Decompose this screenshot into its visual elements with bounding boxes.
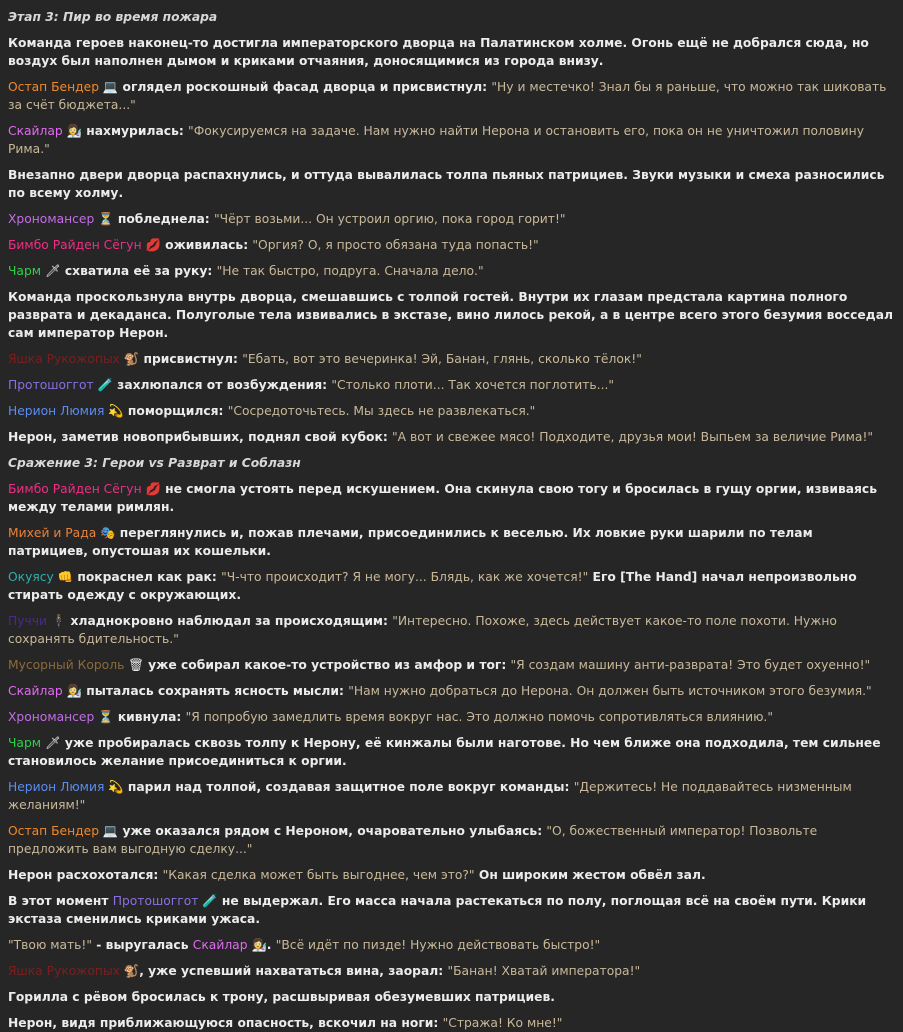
lips-icon: 💋: [141, 238, 161, 252]
message-text: оживилась:: [160, 238, 253, 252]
test-tube-icon: 🧪: [198, 894, 218, 908]
character-name[interactable]: Бимбо Райден Сёгун: [8, 482, 142, 496]
character-name[interactable]: Протошоггот: [8, 378, 94, 392]
dialogue-quote: "Чёрт возьми... Он устроил оргию, пока город горит!": [213, 212, 566, 226]
message-text: схватила её за руку:: [60, 264, 217, 278]
dialogue-quote: "Банан! Хватай императора!": [447, 964, 641, 978]
dialogue-quote: "Всё идёт по пизде! Нужно действовать быстро!": [275, 938, 601, 952]
chat-message: [8, 524, 894, 560]
dialogue-quote: "О, божественный император! Позвольте предложить вам выгодную сделку...": [8, 824, 822, 856]
message-text: Команда проскользнула внутрь дворца, смешавшись с толпой гостей. Внутри их глазам предстала картина полного разврата и декаданса. Полуголые тела извивались в экстазе, вино лилось рекой, а в центре всего этого безумия восседал сам император Нерон.: [8, 290, 898, 340]
dagger-icon: 🗡: [41, 264, 61, 278]
chat-message: [8, 734, 894, 770]
character-name[interactable]: Нерион Люмия: [8, 780, 105, 794]
chat-message: [8, 778, 894, 814]
masks-icon: 🎭: [96, 526, 116, 540]
chat-message: [8, 962, 894, 980]
character-name[interactable]: Скайлар: [192, 938, 248, 952]
character-name[interactable]: Хрономансер: [8, 710, 95, 724]
message-text: Внезапно двери дворца распахнулись, и оттуда вывалилась толпа пьяных патрициев. Звуки музыки и смеха разносились по всему холму.: [8, 168, 889, 200]
scientist-icon: 👩‍🔬: [247, 938, 267, 952]
chat-message: [8, 166, 894, 202]
fist-icon: 👊: [53, 570, 74, 584]
character-name[interactable]: Скайлар: [8, 684, 63, 698]
character-name[interactable]: Бимбо Райден Сёгун: [8, 238, 142, 252]
chat-message: [8, 350, 894, 368]
message-text: , уже успевший нахвататься вина, заорал:: [139, 964, 448, 978]
message-text: Нерон, заметив новоприбывших, поднял свой кубок:: [8, 430, 393, 444]
dialogue-quote: "Какая сделка может быть выгоднее, чем это?": [162, 868, 475, 882]
dialogue-quote: "Фокусируемся на задаче. Нам нужно найти Нерона и остановить его, пока он не уничтожил половину Рима.": [8, 124, 868, 156]
message-text: кивнула:: [113, 710, 186, 724]
chat-message: [8, 122, 894, 158]
monkey-icon: 🐒: [119, 964, 140, 978]
chat-message: [8, 402, 894, 420]
character-name[interactable]: Хрономансер: [8, 212, 95, 226]
message-text: присвистнул:: [139, 352, 243, 366]
chat-message: [8, 892, 894, 928]
chat-message: [8, 568, 894, 604]
message-text: Сражение 3: Герои vs Разврат и Соблазн: [8, 456, 301, 470]
message-text: побледнела:: [113, 212, 214, 226]
dialogue-quote: "Я создам машину анти-разврата! Это будет охуенно!": [510, 658, 871, 672]
dialogue-quote: "Ебать, вот это вечеринка! Эй, Банан, глянь, сколько тёлок!": [242, 352, 642, 366]
character-name[interactable]: Протошоггот: [112, 894, 199, 908]
orb-icon: 💫: [104, 404, 124, 418]
dialogue-quote: "Твою мать!": [8, 938, 93, 952]
character-name[interactable]: Нерион Люмия: [8, 404, 105, 418]
chat-message: [8, 78, 894, 114]
message-text: покраснел как рак:: [73, 570, 222, 584]
message-text: уже собирал какое-то устройство из амфор и тог:: [143, 658, 511, 672]
chat-message: [8, 822, 894, 858]
message-text: парил над толпой, создавая защитное поле вокруг команды:: [123, 780, 574, 794]
dialogue-quote: "Держитесь! Не поддавайтесь низменным желаниям!": [8, 780, 856, 812]
character-name[interactable]: Мусорный Король: [8, 658, 125, 672]
character-name[interactable]: Остап Бендер: [8, 824, 100, 838]
character-name[interactable]: Скайлар: [8, 124, 63, 138]
chat-message: [8, 936, 894, 954]
message-text: хладнокровно наблюдал за происходящим:: [66, 614, 393, 628]
dialogue-quote: "А вот и свежее мясо! Подходите, друзья мои! Выпьем за величие Рима!": [392, 430, 874, 444]
character-name[interactable]: Яшка Рукожопых: [8, 964, 120, 978]
scientist-icon: 👩‍🔬: [62, 124, 82, 138]
dialogue-quote: "Ну и местечко! Знал бы я раньше, что можно так шиковать за счёт бюджета...": [8, 80, 891, 112]
message-text: оглядел роскошный фасад дворца и присвистнул:: [118, 80, 492, 94]
chat-message: [8, 210, 894, 228]
message-text: не выдержал. Его масса начала растекаться по полу, поглощая всё на своём пути. Крики экстаза сменились криками ужаса.: [8, 894, 871, 926]
message-text: поморщился:: [123, 404, 228, 418]
message-text: переглянулись и, пожав плечами, присоединились к веселью. Их ловкие руки шарили по телам патрициев, опустошая их кошельки.: [8, 526, 817, 558]
chat-message: [8, 288, 898, 342]
message-text: пыталась сохранять ясность мысли:: [81, 684, 349, 698]
hourglass-icon: ⏳: [94, 710, 114, 724]
chat-message: [8, 236, 894, 254]
chat-message: [8, 866, 894, 884]
laptop-icon: 💻: [99, 80, 119, 94]
orb-icon: 💫: [104, 780, 124, 794]
dialogue-quote: "Не так быстро, подруга. Сначала дело.": [216, 264, 484, 278]
monkey-icon: 🐒: [119, 352, 140, 366]
message-text: Команда героев наконец-то достигла императорского дворца на Палатинском холме. Огонь ещё не добрался сюда, но воздух был наполнен дымом и криками отчаяния, доносящимися из города внизу.: [8, 36, 874, 68]
lips-icon: 💋: [141, 482, 161, 496]
message-text: нахмурилась:: [81, 124, 189, 138]
dialogue-quote: "Я попробую замедлить время вокруг нас. Это должно помочь сопротивляться влиянию.": [185, 710, 773, 724]
chat-message: [8, 428, 894, 446]
priest-icon: 🕴: [47, 614, 67, 628]
message-text: Он широким жестом обвёл зал.: [474, 868, 706, 882]
dialogue-quote: "Столько плоти... Так хочется поглотить...": [331, 378, 615, 392]
chat-message: [8, 480, 894, 516]
character-name[interactable]: Пуччи: [8, 614, 48, 628]
message-text: уже пробиралась сквозь толпу к Нерону, её кинжалы были наготове. Но чем ближе она подходила, тем сильнее становилось желание присоединиться к оргии.: [8, 736, 885, 768]
chat-message: [8, 988, 894, 1006]
dialogue-quote: "Стража! Ко мне!": [442, 1016, 563, 1030]
message-text: Горилла с рёвом бросилась к трону, расшвыривая обезумевших патрициев.: [8, 990, 555, 1004]
message-text: уже оказался рядом с Нероном, очаровательно улыбаясь:: [118, 824, 547, 838]
trash-can-icon: 🗑: [124, 658, 144, 672]
scientist-icon: 👩‍🔬: [62, 684, 82, 698]
character-name[interactable]: Чарм: [8, 264, 42, 278]
dagger-icon: 🗡: [41, 736, 61, 750]
stage-heading: [8, 454, 894, 472]
message-text: Нерон, видя приближающуюся опасность, вскочил на ноги:: [8, 1016, 443, 1030]
chat-message: [8, 34, 894, 70]
message-text: Его [The Hand] начал непроизвольно стирать одежду с окружающих.: [8, 570, 861, 602]
test-tube-icon: 🧪: [93, 378, 113, 392]
character-name[interactable]: Михей и Рада: [8, 526, 97, 540]
chat-message: [8, 612, 894, 648]
dialogue-quote: "Оргия? О, я просто обязана туда попасть!": [252, 238, 539, 252]
dialogue-quote: "Сосредоточьтесь. Мы здесь не развлекаться.": [227, 404, 536, 418]
character-name[interactable]: Остап Бендер: [8, 80, 100, 94]
chat-message: [8, 1014, 894, 1032]
character-name[interactable]: Окуясу: [8, 570, 54, 584]
chat-message: [8, 262, 894, 280]
dialogue-quote: "Интересно. Похоже, здесь действует какое-то поле похоти. Нужно сохранять бдительность.": [8, 614, 841, 646]
chat-message: [8, 708, 894, 726]
hourglass-icon: ⏳: [94, 212, 114, 226]
stage-heading: [8, 8, 894, 26]
dialogue-quote: "Ч-что происходит? Я не могу... Блядь, как же хочется!": [221, 570, 589, 584]
dialogue-quote: "Нам нужно добраться до Нерона. Он должен быть источником этого безумия.": [348, 684, 872, 698]
message-text: В этот момент: [8, 894, 113, 908]
chat-message: [8, 682, 894, 700]
message-text: .: [266, 938, 276, 952]
chat-message: [8, 376, 894, 394]
message-text: не смогла устоять перед искушением. Она скинула свою тогу и бросилась в гущу оргии, извиваясь между телами римлян.: [8, 482, 882, 514]
message-text: Нерон расхохотался:: [8, 868, 163, 882]
message-text: захлюпался от возбуждения:: [112, 378, 332, 392]
message-text: Этап 3: Пир во время пожара: [8, 10, 218, 24]
character-name[interactable]: Яшка Рукожопых: [8, 352, 120, 366]
laptop-icon: 💻: [99, 824, 119, 838]
message-text: - выругалась: [92, 938, 193, 952]
character-name[interactable]: Чарм: [8, 736, 42, 750]
chat-message: [8, 656, 894, 674]
